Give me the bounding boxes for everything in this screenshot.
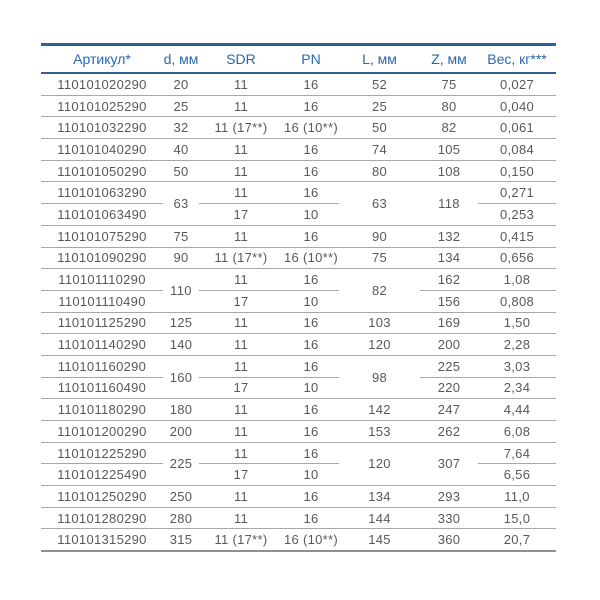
cell-pn: 16: [283, 139, 339, 161]
cell-z: 118: [420, 182, 478, 225]
cell-pn: 16: [283, 421, 339, 443]
cell-weight: 20,7: [478, 529, 556, 551]
cell-z: 169: [420, 312, 478, 334]
cell-article: 110101025290: [41, 95, 163, 117]
cell-z: 225: [420, 355, 478, 377]
cell-sdr: 11: [199, 334, 283, 356]
cell-l: 120: [339, 334, 420, 356]
cell-l: 50: [339, 117, 420, 139]
table-row: [41, 355, 556, 377]
cell-l: 63: [339, 182, 420, 225]
cell-l: 134: [339, 486, 420, 508]
cell-article: 110101225290: [41, 442, 163, 464]
table-row: [41, 507, 556, 529]
cell-pn: 10: [283, 464, 339, 486]
cell-l: 153: [339, 421, 420, 443]
cell-pn: 16: [283, 355, 339, 377]
cell-l: 120: [339, 442, 420, 485]
cell-weight: 7,64: [478, 442, 556, 464]
table-row: [41, 529, 556, 551]
cell-pn: 10: [283, 377, 339, 399]
cell-sdr: 11 (17**): [199, 117, 283, 139]
cell-l: 144: [339, 507, 420, 529]
cell-weight: 0,084: [478, 139, 556, 161]
cell-l: 80: [339, 160, 420, 182]
cell-sdr: 17: [199, 464, 283, 486]
table-row: [41, 442, 556, 464]
cell-sdr: 11: [199, 312, 283, 334]
cell-sdr: 11 (17**): [199, 247, 283, 269]
cell-weight: 6,08: [478, 421, 556, 443]
cell-l: 90: [339, 225, 420, 247]
cell-pn: 16 (10**): [283, 529, 339, 551]
cell-weight: 4,44: [478, 399, 556, 421]
col-header-article: Артикул*: [41, 45, 163, 74]
table-row: [41, 312, 556, 334]
cell-pn: 16: [283, 95, 339, 117]
cell-pn: 10: [283, 204, 339, 226]
cell-sdr: 17: [199, 290, 283, 312]
cell-article: 110101315290: [41, 529, 163, 551]
cell-article: 110101050290: [41, 160, 163, 182]
cell-z: 200: [420, 334, 478, 356]
cell-d: 110: [163, 269, 199, 312]
cell-z: 360: [420, 529, 478, 551]
spec-table: [41, 43, 556, 552]
cell-d: 280: [163, 507, 199, 529]
cell-pn: 16: [283, 225, 339, 247]
cell-sdr: 17: [199, 377, 283, 399]
table-row: [41, 139, 556, 161]
cell-pn: 16: [283, 442, 339, 464]
table-row: [41, 204, 556, 226]
cell-weight: 0,027: [478, 73, 556, 95]
cell-pn: 16: [283, 486, 339, 508]
cell-d: 50: [163, 160, 199, 182]
cell-l: 142: [339, 399, 420, 421]
cell-weight: 0,061: [478, 117, 556, 139]
col-header-sdr: SDR: [199, 45, 283, 74]
table-row: [41, 269, 556, 291]
cell-sdr: 11: [199, 486, 283, 508]
cell-article: 110101063490: [41, 204, 163, 226]
cell-weight: 2,34: [478, 377, 556, 399]
cell-z: 293: [420, 486, 478, 508]
cell-article: 110101160290: [41, 355, 163, 377]
cell-d: 75: [163, 225, 199, 247]
cell-sdr: 11: [199, 95, 283, 117]
table-row: [41, 160, 556, 182]
table-row: [41, 247, 556, 269]
cell-d: 250: [163, 486, 199, 508]
table-row: [41, 117, 556, 139]
table-row: [41, 73, 556, 95]
cell-weight: 0,271: [478, 182, 556, 204]
cell-l: 103: [339, 312, 420, 334]
cell-pn: 16: [283, 334, 339, 356]
cell-weight: 1,50: [478, 312, 556, 334]
table-row: [41, 486, 556, 508]
cell-l: 75: [339, 247, 420, 269]
cell-sdr: 11: [199, 355, 283, 377]
cell-sdr: 11: [199, 73, 283, 95]
cell-article: 110101075290: [41, 225, 163, 247]
cell-z: 134: [420, 247, 478, 269]
cell-pn: 16: [283, 312, 339, 334]
cell-pn: 16: [283, 269, 339, 291]
cell-l: 52: [339, 73, 420, 95]
col-header-z: Z, мм: [420, 45, 478, 74]
cell-d: 225: [163, 442, 199, 485]
table-row: [41, 182, 556, 204]
cell-pn: 16 (10**): [283, 117, 339, 139]
cell-weight: 3,03: [478, 355, 556, 377]
cell-z: 132: [420, 225, 478, 247]
cell-article: 110101090290: [41, 247, 163, 269]
cell-article: 110101225490: [41, 464, 163, 486]
cell-article: 110101040290: [41, 139, 163, 161]
table-row: [41, 225, 556, 247]
cell-sdr: 11: [199, 160, 283, 182]
cell-d: 25: [163, 95, 199, 117]
cell-weight: 0,040: [478, 95, 556, 117]
col-header-pn: PN: [283, 45, 339, 74]
cell-z: 108: [420, 160, 478, 182]
cell-l: 98: [339, 355, 420, 398]
cell-z: 75: [420, 73, 478, 95]
cell-article: 110101280290: [41, 507, 163, 529]
cell-sdr: 11: [199, 399, 283, 421]
cell-l: 25: [339, 95, 420, 117]
cell-weight: 0,150: [478, 160, 556, 182]
table-row: [41, 95, 556, 117]
cell-article: 110101110490: [41, 290, 163, 312]
cell-weight: 1,08: [478, 269, 556, 291]
cell-weight: 2,28: [478, 334, 556, 356]
cell-d: 180: [163, 399, 199, 421]
cell-d: 40: [163, 139, 199, 161]
cell-d: 63: [163, 182, 199, 225]
cell-sdr: 11: [199, 442, 283, 464]
cell-z: 247: [420, 399, 478, 421]
table-row: [41, 464, 556, 486]
cell-l: 82: [339, 269, 420, 312]
cell-article: 110101200290: [41, 421, 163, 443]
cell-pn: 16: [283, 399, 339, 421]
cell-d: 140: [163, 334, 199, 356]
cell-z: 162: [420, 269, 478, 291]
col-header-d: d, мм: [163, 45, 199, 74]
cell-article: 110101110290: [41, 269, 163, 291]
cell-article: 110101140290: [41, 334, 163, 356]
col-header-weight: Вес, кг***: [478, 45, 556, 74]
cell-pn: 16: [283, 507, 339, 529]
table-row: [41, 377, 556, 399]
cell-sdr: 17: [199, 204, 283, 226]
cell-weight: 15,0: [478, 507, 556, 529]
cell-sdr: 11: [199, 421, 283, 443]
cell-d: 125: [163, 312, 199, 334]
cell-article: 110101180290: [41, 399, 163, 421]
cell-sdr: 11 (17**): [199, 529, 283, 551]
cell-d: 20: [163, 73, 199, 95]
cell-pn: 16 (10**): [283, 247, 339, 269]
cell-weight: 11,0: [478, 486, 556, 508]
cell-weight: 6,56: [478, 464, 556, 486]
cell-sdr: 11: [199, 507, 283, 529]
cell-sdr: 11: [199, 139, 283, 161]
cell-weight: 0,808: [478, 290, 556, 312]
table-row: [41, 334, 556, 356]
cell-sdr: 11: [199, 225, 283, 247]
cell-d: 90: [163, 247, 199, 269]
cell-l: 74: [339, 139, 420, 161]
cell-d: 200: [163, 421, 199, 443]
cell-pn: 16: [283, 73, 339, 95]
cell-z: 220: [420, 377, 478, 399]
cell-article: 110101032290: [41, 117, 163, 139]
cell-z: 307: [420, 442, 478, 485]
cell-l: 145: [339, 529, 420, 551]
cell-z: 330: [420, 507, 478, 529]
cell-article: 110101250290: [41, 486, 163, 508]
cell-z: 105: [420, 139, 478, 161]
cell-d: 315: [163, 529, 199, 551]
table-row: [41, 290, 556, 312]
cell-pn: 16: [283, 182, 339, 204]
cell-d: 160: [163, 355, 199, 398]
cell-weight: 0,253: [478, 204, 556, 226]
cell-z: 156: [420, 290, 478, 312]
cell-weight: 0,656: [478, 247, 556, 269]
cell-z: 80: [420, 95, 478, 117]
cell-weight: 0,415: [478, 225, 556, 247]
col-header-l: L, мм: [339, 45, 420, 74]
cell-d: 32: [163, 117, 199, 139]
cell-z: 262: [420, 421, 478, 443]
cell-pn: 10: [283, 290, 339, 312]
cell-pn: 16: [283, 160, 339, 182]
cell-article: 110101125290: [41, 312, 163, 334]
table-row: [41, 421, 556, 443]
cell-article: 110101020290: [41, 73, 163, 95]
cell-sdr: 11: [199, 269, 283, 291]
table-row: [41, 399, 556, 421]
cell-article: 110101160490: [41, 377, 163, 399]
cell-article: 110101063290: [41, 182, 163, 204]
cell-sdr: 11: [199, 182, 283, 204]
cell-z: 82: [420, 117, 478, 139]
table-header-row: [41, 45, 556, 74]
